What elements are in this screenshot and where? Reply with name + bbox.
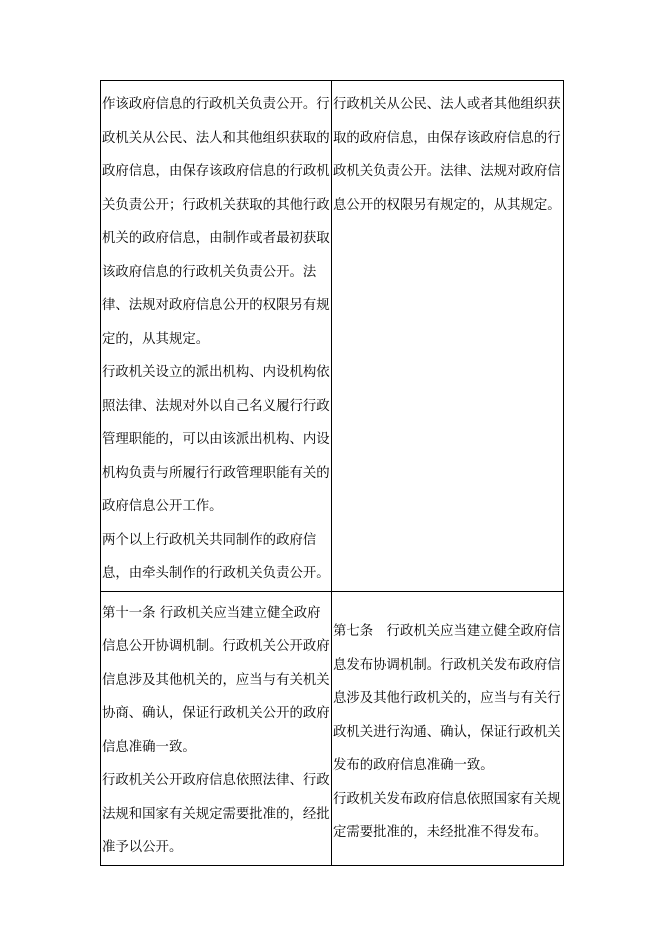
- table-row: [101, 591, 564, 865]
- paragraph: 行政机关设立的派出机构、内设机构依照法律、法规对外以自己名义履行行政管理职能的，可以由该派出机构、内设机构负责与所履行行政管理职能有关的政府信息公开工作。: [102, 365, 330, 514]
- comparison-table: [100, 80, 564, 866]
- paragraph: 行政机关发布政府信息依照国家有关规定需要批准的，未经批准不得发布。: [333, 791, 561, 841]
- new-provision-cell: [101, 591, 332, 865]
- paragraph: 第七条 行政机关应当建立健全政府信息发布协调机制。行政机关发布政府信息涉及其他行政机关的，应当与有关行政机关进行沟通、确认，保证行政机关发布的政府信息准确一致。: [333, 624, 561, 774]
- paragraph: 第十一条 行政机关应当建立健全政府信息公开协调机制。行政机关公开政府信息涉及其他机关的，应当与有关机关协商、确认，保证行政机关公开的政府信息准确一致。: [102, 605, 330, 755]
- paragraph: 行政机关从公民、法人或者其他组织获取的政府信息，由保存该政府信息的行政机关负责公开。法律、法规对政府信息公开的权限另有规定的，从其规定。: [333, 97, 561, 213]
- old-provision-cell: [332, 81, 564, 592]
- paragraph: 行政机关公开政府信息依照法律、行政法规和国家有关规定需要批准的，经批准予以公开。: [102, 773, 330, 855]
- table-row: [101, 81, 564, 592]
- new-provision-cell: [101, 81, 332, 592]
- paragraph: 作该政府信息的行政机关负责公开。行政机关从公民、法人和其他组织获取的政府信息，由保存该政府信息的行政机关负责公开；行政机关获取的其他行政机关的政府信息，由制作或者最初获取该政府信息的行政机关负责公开。法律、法规对政府信息公开的权限另有规定的，从其规定。: [102, 97, 330, 347]
- paragraph: 两个以上行政机关共同制作的政府信息，由牵头制作的行政机关负责公开。: [102, 532, 330, 581]
- old-provision-cell: [332, 591, 564, 865]
